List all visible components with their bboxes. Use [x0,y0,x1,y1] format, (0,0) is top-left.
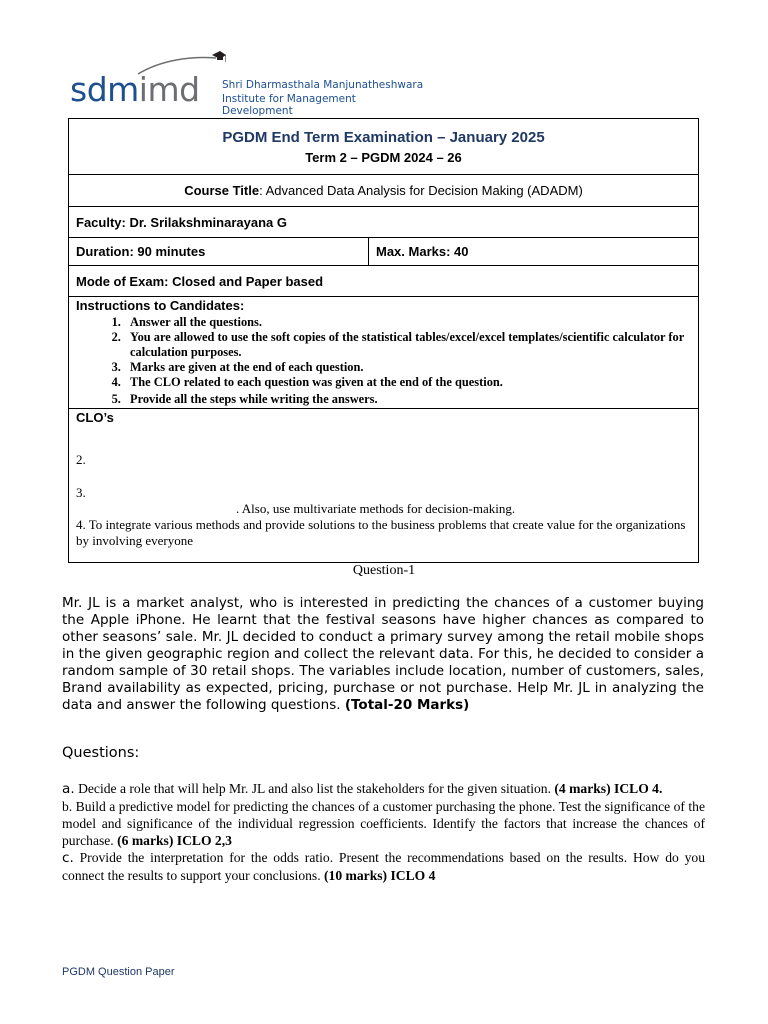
question-title: Question-1 [352,563,416,578]
clo-item-4: 4. To integrate various methods and provide solutions to the business problems that create value for the organizations by involving everyone [76,517,686,548]
question-marks: (4 marks) ICLO 4. [554,781,663,796]
questions-heading: Questions: [62,745,140,761]
exam-term: Term 2 – PGDM 2024 – 26 [305,149,462,165]
logo-subtitle-line2: Institute for Management Development [222,93,356,117]
page-footer: PGDM Question Paper [62,966,175,978]
instructions-list [76,315,691,407]
question-item [62,798,705,849]
question-letter: c. [62,850,74,866]
case-description [62,595,704,714]
mode-of-exam-cell: Mode of Exam: Closed and Paper based [69,266,699,297]
duration-cell: Duration: 90 minutes [69,238,369,266]
question-text: Provide the interpretation for the odds ratio. Present the recommendations based on the results. How do you connect the results to support your conclusions. [62,850,705,883]
instructions-heading: Instructions to Candidates: [76,298,245,313]
exam-info-table [68,118,699,563]
instructions-cell [69,297,699,409]
question-marks: (10 marks) ICLO 4 [324,868,436,883]
question-marks: (6 marks) ICLO 2,3 [117,833,232,848]
course-title-cell [69,175,699,207]
case-text: Mr. JL is a market analyst, who is interested in predicting the chances of a customer buying the Apple iPhone. He learnt that the festival seasons have higher chances as compared to other seasons’ sale. Mr. JL decided to conduct a primary survey among the retail mobile shops in the given geographic region and collect the relevant data. For this, he decided to consider a random sample of 30 retail shops. The variables include location, number of customers, sales, Brand availability as expected, pricing, purchase or not purchase. Help Mr. JL in analyzing the data and answer the following questions. [62,595,704,713]
instruction-item: 5. Provide all the steps while writing the answers. [124,392,691,407]
course-title-value: : Advanced Data Analysis for Decision Making (ADADM) [259,183,583,198]
clo-heading: CLO’s [76,410,114,425]
instruction-item: 4. The CLO related to each question was given at the end of the question. [124,375,691,390]
institute-logo [66,48,426,117]
instruction-item: 1. Answer all the questions. [124,315,691,330]
clo-item-3: 3. [76,485,86,500]
logo-subtitle-line1: Shri Dharmasthala Manjunatheshwara [222,79,424,91]
instruction-item: 2. You are allowed to use the soft copies of the statistical tables/excel/excel templates/scientific calculator for calculation purposes. [124,330,691,360]
question-text: Decide a role that will help Mr. JL and also list the stakeholders for the given situation. [78,781,551,796]
question-text: Build a predictive model for predicting the chances of a customer purchasing the phone. Test the significance of the model and significance of the individual regression coefficients. Identify the factors that increase the chances of purchase. [62,799,705,848]
course-title-label: Course Title [184,183,260,198]
clo-cell [69,409,699,563]
max-marks-cell: Max. Marks: 40 [369,238,699,266]
exam-header-cell [69,119,699,175]
instruction-item: 3. Marks are given at the end of each question. [124,360,691,375]
faculty-cell: Faculty: Dr. Srilakshminarayana G [69,207,699,238]
question-item [62,849,705,884]
questions-list [62,780,705,884]
question-item [62,780,705,798]
case-total-marks: (Total-20 Marks) [344,697,470,713]
question-letter: a. [62,781,75,797]
question-letter: b. [62,799,73,814]
clo-fragment: . Also, use multivariate methods for decision-making. [236,501,516,516]
logo-wordmark: sdmimd [70,70,200,109]
exam-title: PGDM End Term Examination – January 2025 [222,128,545,146]
clo-item-2: 2. [76,452,86,467]
